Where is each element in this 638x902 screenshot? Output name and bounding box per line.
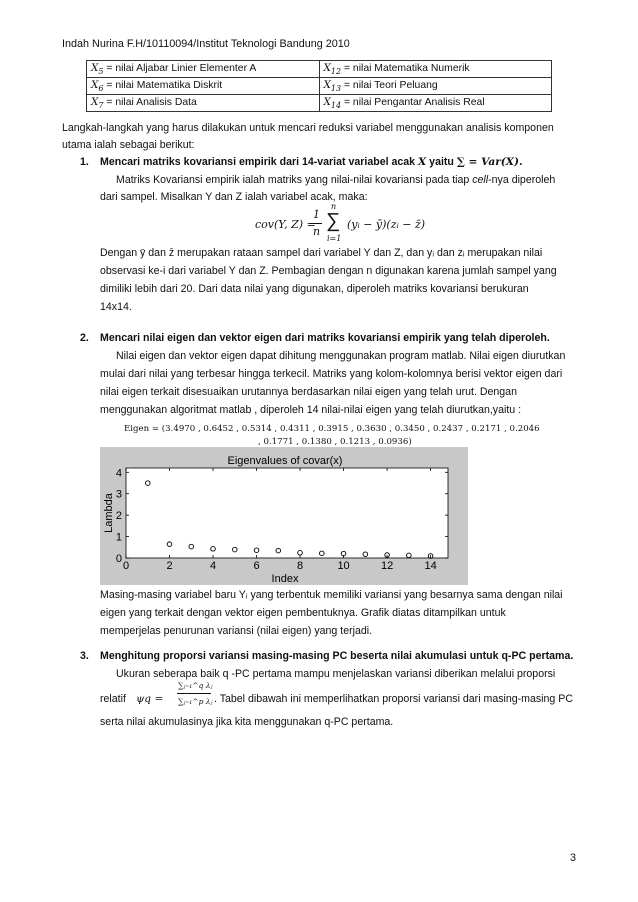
step3-p2: . Tabel dibawah ini memperlihatkan proporsi variansi dari masing-masing PC — [214, 693, 573, 705]
step2-title: Mencari nilai eigen dan vektor eigen dari matriks kovariansi empirik yang telah diperoleh. — [100, 332, 550, 344]
table-cell — [319, 95, 552, 112]
page-number: 3 — [570, 852, 577, 864]
x-tick-label: 4 — [209, 560, 217, 572]
sum-symbol: ∑ — [326, 210, 341, 232]
intro-line-1: Langkah-langkah yang harus dilakukan untuk mencari reduksi variabel menggunakan analisis komponen — [62, 122, 554, 134]
y-tick-label: 4 — [115, 467, 122, 480]
variable-subscript: 14 — [330, 101, 342, 111]
step1-p2-line2: observasi ke-i dari variabel Y dan Z. Pembagian dengan n digunakan karena jumlah sampel yang — [100, 265, 557, 277]
formula-lhs: cov(Y, Z) = — [255, 218, 316, 231]
step1-title-mid: yaitu — [426, 156, 454, 168]
x-tick-label: 2 — [166, 560, 173, 572]
step1-title-formula: ∑ = Var(X). — [456, 156, 523, 168]
formula-frac-den: n — [313, 225, 321, 238]
y-axis-label: Lambda — [103, 493, 115, 533]
table-row — [87, 95, 552, 112]
table-cell — [319, 61, 552, 78]
formula-frac-bar — [310, 223, 322, 224]
relatif-label: relatif — [100, 693, 126, 705]
formula-frac-num: 1 — [313, 208, 320, 221]
y-tick-label: 3 — [115, 488, 122, 501]
formula-body: (yᵢ − ȳ)(zᵢ − z̄) — [347, 218, 426, 231]
plot-area — [126, 468, 448, 558]
variable-subscript: 7 — [98, 101, 104, 111]
variable-subscript: 6 — [98, 84, 104, 94]
x-tick-label: 0 — [122, 560, 130, 572]
step1-number: 1. — [80, 156, 89, 168]
variable-symbol: X — [323, 79, 331, 92]
table-row — [87, 78, 552, 95]
step1-title — [100, 156, 523, 168]
x-tick-label: 12 — [380, 560, 394, 572]
step2-number: 2. — [80, 332, 89, 344]
intro-line-2: utama ialah sebagai berikut: — [62, 139, 195, 151]
step1-p2-line3: dimiliki lebih dari 20. Dari data nilai yang digunakan, diperoleh matriks kovariansi berukuran — [100, 283, 529, 295]
table-cell — [87, 95, 320, 112]
proportion-denominator: ∑ⱼ₌₁^p λⱼ — [178, 697, 213, 706]
step3-p1: Ukuran seberapa baik q -PC pertama mampu menjelaskan variansi diberikan melalui proporsi — [116, 668, 556, 680]
step3-p3: serta nilai akumulasinya jika kita menggunakan q-PC pertama. — [100, 716, 394, 728]
y-tick-label: 0 — [115, 553, 122, 565]
variable-description: = nilai Analisis Data — [103, 97, 197, 109]
covariance-formula — [255, 204, 435, 248]
table-row — [87, 61, 552, 78]
proportion-numerator: ∑ⱼ₌₁^q λⱼ — [178, 681, 213, 690]
variable-symbol: X — [91, 62, 99, 74]
eigen-values-line2: , 0.1771 , 0.1380 , 0.1213 , 0.0936) — [258, 437, 412, 447]
step2-p-line3: nilai eigen terkait disesuaikan urutannya berdasarkan nilai eigen yang telah urut. Dengan — [100, 386, 517, 398]
formula-sum-bot: i=1 — [327, 234, 342, 243]
table-cell — [87, 61, 320, 78]
variable-description: = nilai Matematika Diskrit — [103, 80, 223, 92]
step3-title: Menghitung proporsi variansi masing-masing PC beserta nilai akumulasi untuk q-PC pertama. — [100, 650, 574, 662]
eigenvalues-chart — [100, 447, 468, 585]
step2-after-line3: memperjelas penurunan variansi (nilai eigen) yang terjadi. — [100, 625, 373, 637]
variable-symbol: X — [91, 96, 99, 109]
eigen-values-line1: Eigen = (3.4970 , 0.6452 , 0.5314 , 0.4311 , 0.3915 , 0.3630 , 0.3450 , 0.2437 , 0.2171 , 0.2046 — [124, 424, 540, 434]
step1-p1-cell: cell — [472, 174, 489, 186]
step1-p1-a: Matriks Kovariansi empirik ialah matriks yang nilai-nilai kovariansi pada tiap — [116, 174, 470, 186]
x-tick-label: 14 — [424, 560, 437, 572]
y-tick-label: 2 — [115, 510, 122, 523]
x-tick-label: 6 — [253, 560, 260, 572]
psi-formula: ψq = — [136, 693, 164, 705]
step2-p-line4: menggunakan algoritmat matlab , diperoleh 14 nilai-nilai eigen yang telah diurutkan,yaitu : — [100, 404, 522, 416]
step1-p1-b: -nya diperoleh — [488, 174, 556, 186]
variable-symbol: X — [91, 79, 99, 92]
table-cell — [319, 78, 552, 95]
variable-symbol: X — [323, 96, 331, 109]
step2-p-line2: mulai dari nilai yang terbesar hingga terkecil. Matriks yang kolom-kolomnya berisi vektor eigen dari — [100, 368, 563, 380]
variable-symbol: X — [323, 62, 331, 74]
step1-p2-line1: Dengan ȳ dan z̄ merupakan rataan sampel dari variabel Y dan Z, dan yᵢ dan zᵢ merupakan nilai — [100, 247, 543, 259]
step2-after-line1: Masing-masing variabel baru Yᵢ yang terbentuk memiliki variansi yang besarnya sama dengan nilai — [100, 589, 563, 601]
formula-sum-top: n — [331, 202, 337, 211]
variable-description: = nilai Teori Peluang — [341, 80, 438, 92]
variable-subscript: 13 — [330, 84, 342, 94]
step1-title-text: Mencari matriks kovariansi empirik dari 14-variat variabel acak — [100, 156, 416, 168]
chart-title: Eigenvalues of covar(x) — [227, 455, 343, 467]
step1-p2-line4: 14x14. — [100, 301, 132, 313]
x-tick-label: 10 — [337, 560, 350, 572]
step3-number: 3. — [80, 650, 89, 662]
step1-p1 — [116, 174, 555, 186]
step2-after-line2: eigen yang terkait dengan vektor eigen pembentuknya. Grafik diatas ditampilkan untuk — [100, 607, 506, 619]
step1-title-var: X — [418, 156, 427, 168]
x-axis-label: Index — [271, 573, 299, 585]
proportion-fraction-bar — [177, 693, 211, 694]
variable-subscript: 5 — [98, 67, 104, 77]
variable-description: = nilai Pengantar Analisis Real — [341, 97, 485, 109]
variables-table — [86, 60, 552, 112]
variable-description: = nilai Matematika Numerik — [341, 63, 470, 74]
variable-subscript: 12 — [330, 67, 342, 77]
step2-p-line1: Nilai eigen dan vektor eigen dapat dihitung menggunakan program matlab. Nilai eigen diurutkan — [116, 350, 566, 362]
step1-p1b: dari sampel. Misalkan Y dan Z ialah variabel acak, maka: — [100, 191, 368, 203]
table-cell — [87, 78, 320, 95]
x-tick-label: 8 — [296, 560, 304, 572]
variable-description: = nilai Aljabar Linier Elementer A — [103, 63, 257, 74]
page-header: Indah Nurina F.H/10110094/Institut Teknologi Bandung 2010 — [62, 38, 350, 50]
y-tick-label: 1 — [115, 531, 122, 544]
